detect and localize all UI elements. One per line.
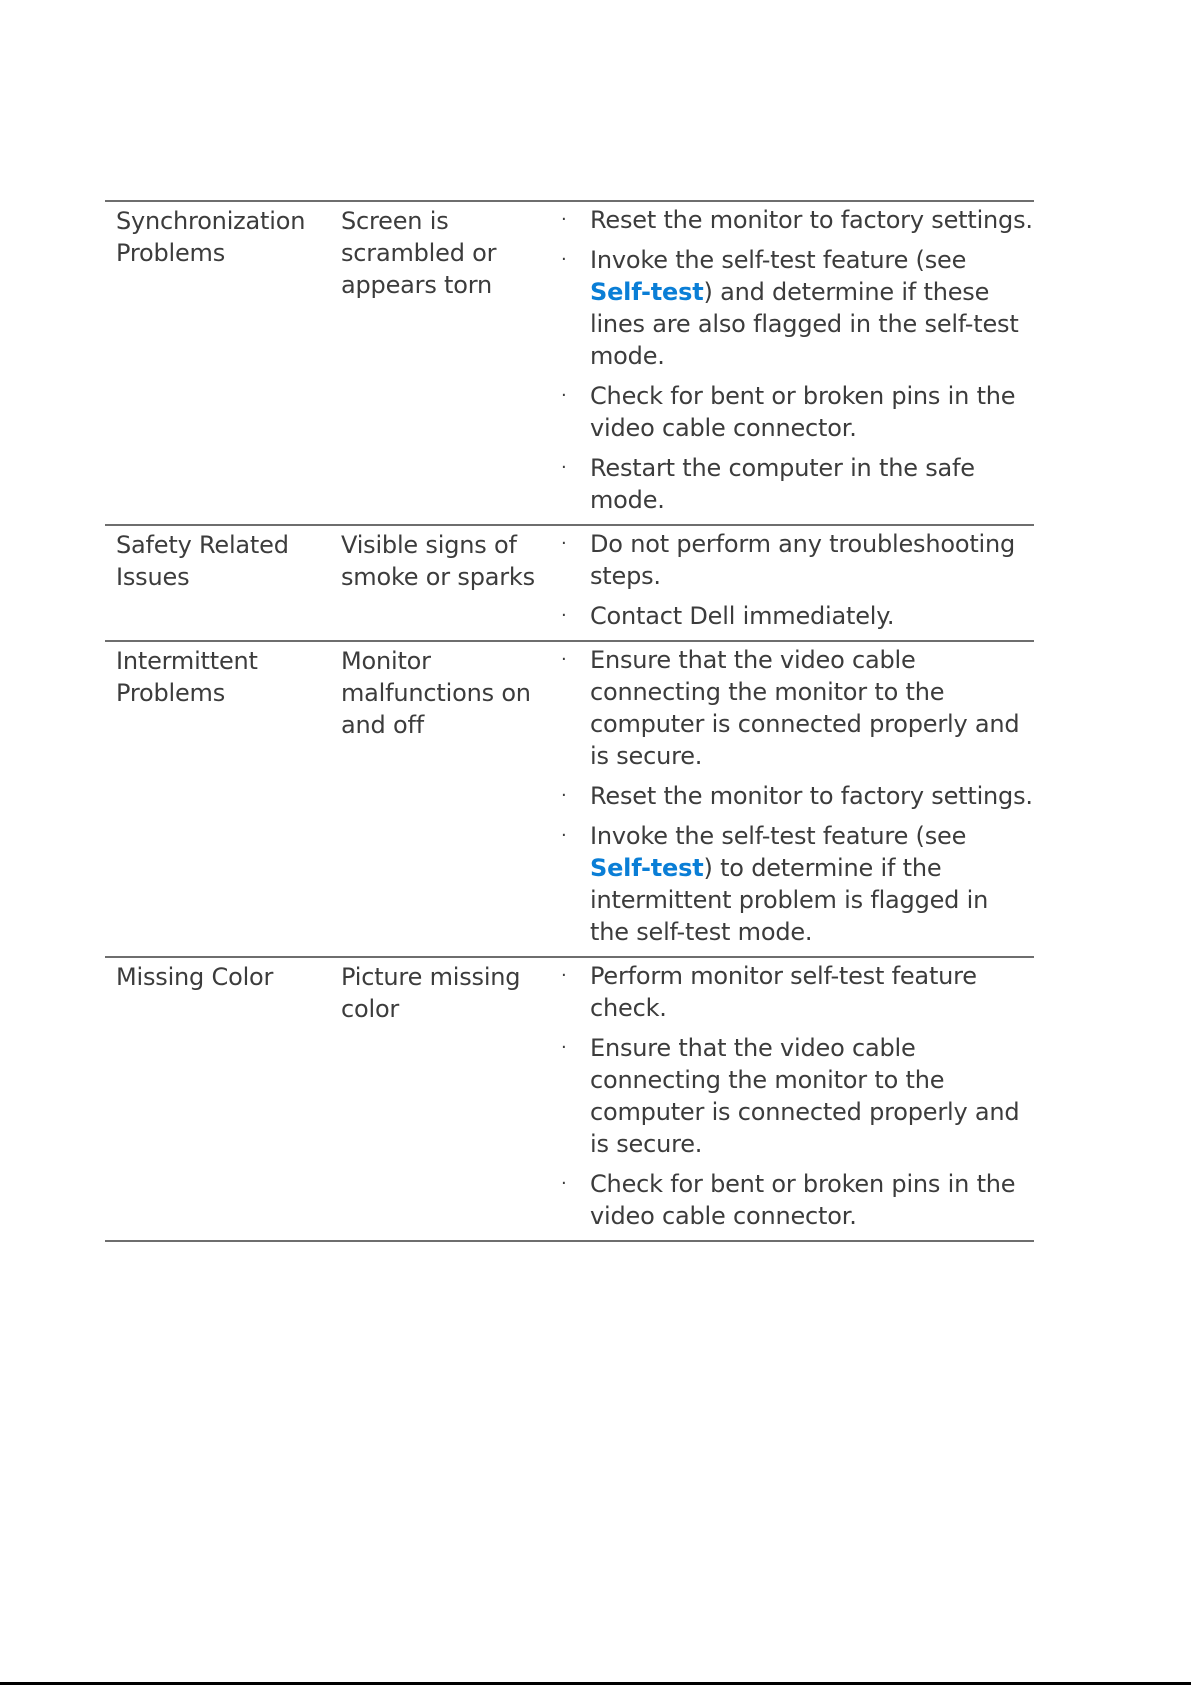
bullet-icon: · <box>561 1037 567 1058</box>
symptom-label: Visible signs of smoke or sparks <box>341 531 535 591</box>
solution-cell <box>557 525 1034 641</box>
problem-cell <box>105 641 330 957</box>
self-test-link[interactable]: Self-test <box>590 854 704 882</box>
solution-steps-list <box>557 526 1034 640</box>
step-text: Check for bent or broken pins in the video cable connector. <box>590 1170 1016 1230</box>
bullet-icon: · <box>561 965 567 986</box>
symptom-label: Monitor malfunctions on and off <box>341 647 531 739</box>
solution-step <box>557 960 1034 1024</box>
troubleshooting-table <box>105 200 1034 1242</box>
solution-step <box>557 780 1034 812</box>
table-row <box>105 957 1034 1241</box>
problem-cell <box>105 525 330 641</box>
step-text: Restart the computer in the safe mode. <box>590 454 975 514</box>
problem-label: Missing Color <box>116 963 274 991</box>
solution-steps-list <box>557 958 1034 1240</box>
solution-steps-list <box>557 642 1034 956</box>
bullet-icon: · <box>561 825 567 846</box>
table-row <box>105 641 1034 957</box>
bullet-icon: · <box>561 457 567 478</box>
bullet-icon: · <box>561 649 567 670</box>
step-text: Reset the monitor to factory settings. <box>590 206 1033 234</box>
table-row <box>105 525 1034 641</box>
solution-step <box>557 600 1034 632</box>
solution-cell <box>557 641 1034 957</box>
solution-step <box>557 244 1034 372</box>
problem-label: Safety Related Issues <box>116 531 289 591</box>
step-text: ) and determine if these lines are also flagged in the self-test mode. <box>590 278 1019 370</box>
problem-label: Intermittent Problems <box>116 647 258 707</box>
symptom-cell <box>330 201 557 525</box>
solution-step <box>557 380 1034 444</box>
step-text: Perform monitor self-test feature check. <box>590 962 977 1022</box>
self-test-link[interactable]: Self-test <box>590 278 704 306</box>
symptom-cell <box>330 641 557 957</box>
solution-step <box>557 204 1034 236</box>
solution-cell <box>557 957 1034 1241</box>
bullet-icon: · <box>561 533 567 554</box>
problem-cell <box>105 201 330 525</box>
step-text: Check for bent or broken pins in the video cable connector. <box>590 382 1016 442</box>
solution-step <box>557 1032 1034 1160</box>
solution-cell <box>557 201 1034 525</box>
step-text: ) to determine if the intermittent problem is flagged in the self-test mode. <box>590 854 989 946</box>
bullet-icon: · <box>561 385 567 406</box>
bullet-icon: · <box>561 605 567 626</box>
solution-step <box>557 528 1034 592</box>
table-row <box>105 201 1034 525</box>
bullet-icon: · <box>561 1173 567 1194</box>
symptom-label: Screen is scrambled or appears torn <box>341 207 497 299</box>
step-text: Ensure that the video cable connecting the monitor to the computer is connected properly and is secure. <box>590 1034 1020 1158</box>
solution-step <box>557 820 1034 948</box>
symptom-label: Picture missing color <box>341 963 521 1023</box>
step-text: Invoke the self-test feature (see <box>590 822 967 850</box>
bullet-icon: · <box>561 249 567 270</box>
solution-step <box>557 452 1034 516</box>
step-text: Reset the monitor to factory settings. <box>590 782 1033 810</box>
step-text: Do not perform any troubleshooting steps. <box>590 530 1016 590</box>
solution-step <box>557 644 1034 772</box>
step-text: Invoke the self-test feature (see <box>590 246 967 274</box>
bullet-icon: · <box>561 209 567 230</box>
table-body <box>105 201 1034 1241</box>
step-text: Ensure that the video cable connecting the monitor to the computer is connected properly and is secure. <box>590 646 1020 770</box>
bullet-icon: · <box>561 785 567 806</box>
solution-step <box>557 1168 1034 1232</box>
symptom-cell <box>330 525 557 641</box>
step-text: Contact Dell immediately. <box>590 602 895 630</box>
problem-label: Synchronization Problems <box>116 207 306 267</box>
problem-cell <box>105 957 330 1241</box>
symptom-cell <box>330 957 557 1241</box>
solution-steps-list <box>557 202 1034 524</box>
